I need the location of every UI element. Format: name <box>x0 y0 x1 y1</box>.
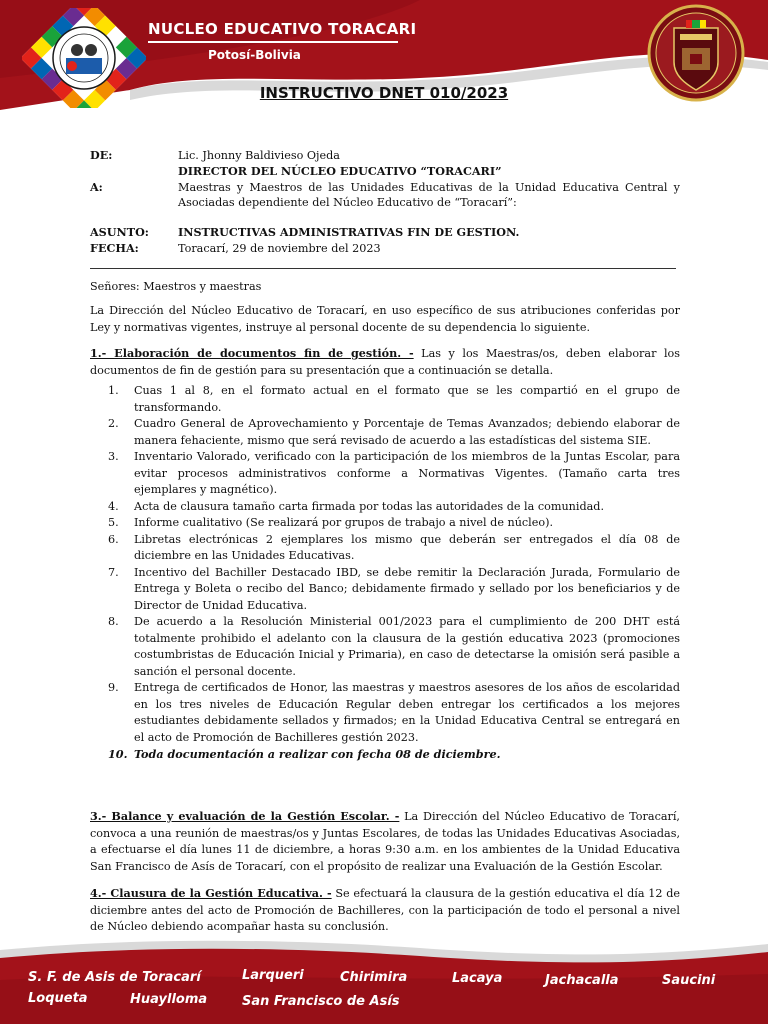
footer-unit-link[interactable]: Saucini <box>662 973 716 988</box>
section-3-heading: 3.- Balance y evaluación de la Gestión Escolar. - <box>90 809 400 823</box>
footer-unit-link[interactable]: Larqueri <box>242 968 304 983</box>
section-4 <box>90 885 680 936</box>
footer-unit-link[interactable]: S. F. de Asis de Toracarí <box>28 970 201 985</box>
footer-unit-link[interactable]: Jachacalla <box>545 973 619 988</box>
section-3 <box>90 808 680 875</box>
from-role: DIRECTOR DEL NÚCLEO EDUCATIVO “TORACARI” <box>178 164 502 178</box>
list-item: 3. Inventario Valorado, verificado con la participación de los miembros de la Juntas Escolar, para evitar procesos administrativos conforme a Normativas Vigentes. (Tamaño carta tres ejemplares y magnético). <box>108 450 680 496</box>
to-label: A: <box>90 180 103 194</box>
from-label: DE: <box>90 148 113 162</box>
footer-unit-link[interactable]: Chirimira <box>340 970 408 985</box>
list-item: 8. De acuerdo a la Resolución Ministerial 001/2023 para el cumplimiento de 200 DHT está totalmente prohibido el adelanto con la clausura de la gestión educativa 2023 (promociones costumbristas de Educación Inicial y Primaria), en caso de detectarse la omisión será pasible a sanción el personal docente. <box>108 615 680 678</box>
subject-value: INSTRUCTIVAS ADMINISTRATIVAS FIN DE GESTION. <box>178 225 520 239</box>
list-item: 7. Incentivo del Bachiller Destacado IBD, se debe remitir la Declaración Jurada, Formulario de Entrega y Boleta o recibo del Banco; debidamente firmado y sellado por los beneficiarios y de Director de Unidad Educativa. <box>108 565 680 612</box>
institution-location: Potosí-Bolivia <box>208 48 301 62</box>
list-item: 5. Informe cualitativo (Se realizará por grupos de trabajo a nivel de núcleo). <box>108 516 554 529</box>
list-item: 1. Cuas 1 al 8, en el formato actual en el formato que se les compartió en el grupo de transformando. <box>108 384 680 414</box>
footer-unit-link[interactable]: Huaylloma <box>130 992 208 1007</box>
section-4-body: Se efectuará la clausura de la gestión educativa el día 12 de diciembre antes del acto de Promoción de Bachilleres, con la participación de todo el personal a nivel de Núcleo debiendo acompañar hasta su conclusión. <box>90 887 681 933</box>
list-item: 6. Libretas electrónicas 2 ejemplares los mismo que deberán ser entregados el día 08 de diciembre en las Unidades Educativas. <box>108 532 680 562</box>
section-3-body: La Dirección del Núcleo Educativo de Toracarí, convoca a una reunión de maestras/os y Juntas Escolares, de todas las Unidades Educativas Asociadas, a efectuarse el día lunes 11 de diciembre, a horas 9:30 a.m. en los ambientes de la Unidad Educativa San Francisco de Asís de Toracarí, con el propósito de realizar una Evaluación de la Gestión Escolar. <box>90 810 680 873</box>
footer-unit-link[interactable]: San Francisco de Asís <box>242 994 400 1009</box>
institution-name: NUCLEO EDUCATIVO TORACARI <box>148 20 417 38</box>
list-item: 2. Cuadro General de Aprovechamiento y Porcentaje de Temas Avanzados; debiendo elaborar de manera fehaciente, mismo que será revisado de acuerdo a las estadísticas del sistema SIE. <box>108 417 680 447</box>
document-title: INSTRUCTIVO DNET 010/2023 <box>259 84 509 102</box>
date-label: FECHA: <box>90 241 139 255</box>
subject-label: ASUNTO: <box>90 225 149 239</box>
from-name: Lic. Jhonny Baldivieso Ojeda <box>178 149 340 162</box>
footer-unit-link[interactable]: Loqueta <box>28 991 88 1006</box>
separator-line <box>90 268 676 269</box>
header-divider <box>148 41 398 43</box>
list-item: 10. Toda documentación a realizar con fecha 08 de diciembre. <box>108 747 501 761</box>
greeting: Señores: Maestros y maestras <box>90 280 262 293</box>
list-item: 9. Entrega de certificados de Honor, las maestras y maestros asesores de los años de escolaridad en los tres niveles de Educación Regular deben entregar los certificados a los mejores estudiantes debidamente sellados y firmados; en la Unidad Educativa Central se entregará en el acto de Promoción de Bachilleres gestión 2023. <box>108 681 680 744</box>
footer-unit-link[interactable]: Lacaya <box>452 971 503 986</box>
section-4-heading: 4.- Clausura de la Gestión Educativa. - <box>90 886 332 900</box>
section-1 <box>90 345 680 379</box>
document-list <box>90 383 680 763</box>
date-value: Toracarí, 29 de noviembre del 2023 <box>178 242 381 255</box>
intro-paragraph: La Dirección del Núcleo Educativo de Toracarí, en uso específico de sus atribuciones conferidas por Ley y normativas vigentes, instruye al personal docente de su dependencia lo siguiente. <box>90 304 680 334</box>
section-1-body: Las y los Maestras/os, deben elaborar los documentos de fin de gestión para su presentación que a continuación se detalla. <box>90 347 680 377</box>
section-1-heading: 1.- Elaboración de documentos fin de gestión. - <box>90 346 414 360</box>
list-item: 4. Acta de clausura tamaño carta firmada por todas las autoridades de la comunidad. <box>108 499 605 513</box>
to-recipients: Maestras y Maestros de las Unidades Educativas de la Unidad Educativa Central y Asociadas dependiente del Núcleo Educativo de “Toracarí”: <box>178 181 680 209</box>
